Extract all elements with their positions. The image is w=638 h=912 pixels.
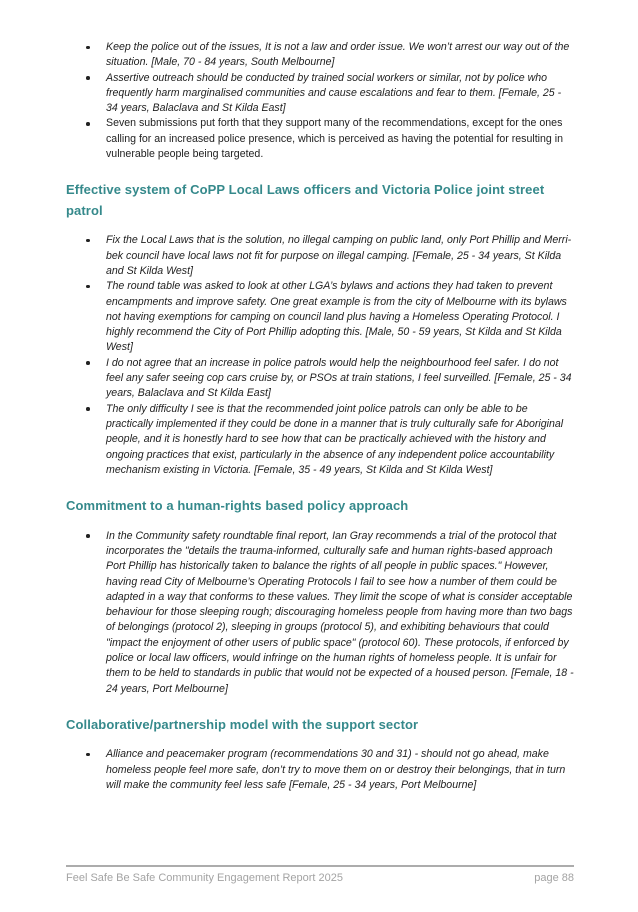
page-number: page 88 [534,872,574,884]
bullet-item: I do not agree that an increase in police patrols would help the neighbourhood feel safer. I do not feel any safer seeing cop cars cruise by, or PSOs at train stations, I feel surveilled. [Female, 25 - 34 years, Balaclava and St Kilda East] [66,356,574,402]
section-heading: Collaborative/partnership model with the support sector [66,716,419,732]
bullet-item: Assertive outreach should be conducted by trained social workers or similar, not by police who frequently harm marginalised communities and cause escalations and fear to them. [Female, 25 - 34 years, Balaclava and St Kilda East] [66,71,574,117]
bullet-item: In the Community safety roundtable final report, Ian Gray recommends a trial of the protocol that incorporates the "details the trauma-informed, culturally safe and human rights-based approach Port Phillip has historically taken to balance the rights of all people in public spaces." However, having read City of Melbourne’s Operating Protocols I fail to see how a number of them could be adapted in a way that conforms to these values. They limit the scope of what is consider acceptable behaviour for those sleeping rough; discouraging homeless people from having more than two bags of belongings (protocol 2), sleeping in groups (protocol 5), and exhibiting behaviours that could "impact the enjoyment of other users of public space" (protocol 60). These protocols, if enforced by police or local law officers, would infringe on the human rights of homeless people. It is unfair for them to be held to standards in public that would not be expected of a housed person. [Female, 18 - 24 years, Port Melbourne] [66,529,574,697]
bullet-list [66,40,574,162]
bullet-item: Alliance and peacemaker program (recommendations 30 and 31) - should not go ahead, make homeless people feel more safe, don’t try to move them on or destroy their belongings, that in turn will make the community feel less safe [Female, 25 - 34 years, Port Melbourne] [66,747,574,793]
bullet-item: The round table was asked to look at other LGA’s bylaws and actions they had taken to prevent encampments and improve safety. One great example is from the city of Melbourne with its bylaws not having exemptions for camping on council land plus having a Homeless Operating Protocol. I highly recommend the City of Port Phillip adopting this. [Male, 50 - 59 years, St Kilda and St Kilda West] [66,279,574,355]
bullet-list [66,529,574,697]
bullet-list [66,747,574,793]
section-heading: Commitment to a human-rights based policy approach [66,498,409,514]
bullet-item: Seven submissions put forth that they support many of the recommendations, except for the ones calling for an increased police presence, which is perceived as having the potential for resulting in vulnerable people being targeted. [66,116,574,162]
bullet-item: The only difficulty I see is that the recommended joint police patrols can only be able to be practically implemented if they could be done in a manner that is truly culturally safe for Aboriginal people, and it is honestly hard to see how that can be practically achieved with the history and ongoing practices that exist, particularly in the absence of any independent police accountability mechanism existing in Victoria. [Female, 35 - 49 years, St Kilda and St Kilda West] [66,402,574,478]
bullet-list [66,233,574,478]
bullet-item: Keep the police out of the issues, It is not a law and order issue. We won’t arrest our way out of the situation. [Male, 70 - 84 years, South Melbourne] [66,40,574,71]
page-footer [66,865,574,884]
bullet-item: Fix the Local Laws that is the solution, no illegal camping on public land, only Port Phillip and Merri-bek council have local laws not fit for purpose on illegal camping. [Female, 25 - 34 years, St Kilda and St Kilda West] [66,233,574,279]
section-heading: Effective system of CoPP Local Laws officers and Victoria Police joint street patrol [66,182,545,218]
document-content [66,40,574,793]
footer-report-title: Feel Safe Be Safe Community Engagement Report 2025 [66,872,343,884]
